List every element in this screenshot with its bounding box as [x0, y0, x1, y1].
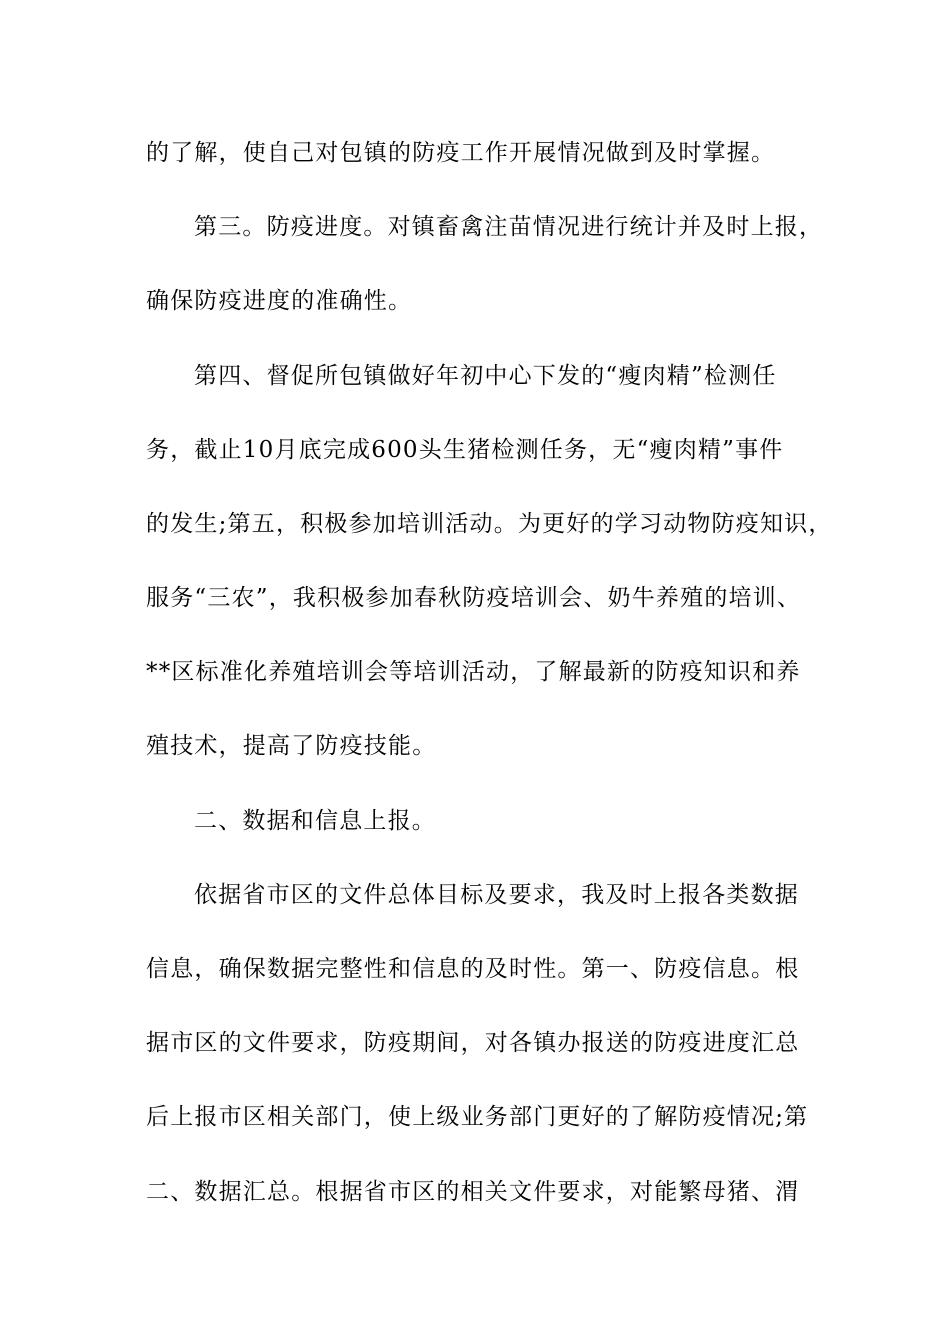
- text-line: 信息，确保数据完整性和信息的及时性。第一、防疫信息。根: [146, 956, 800, 982]
- text-line: 据市区的文件要求，防疫期间，对各镇办报送的防疫进度汇总: [146, 1030, 800, 1056]
- text-line: 第三。防疫进度。对镇畜禽注苗情况进行统计并及时上报，: [194, 214, 824, 240]
- text-line: 第四、督促所包镇做好年初中心下发的“瘦肉精”检测任: [194, 363, 777, 389]
- text-line: 确保防疫进度的准确性。: [146, 288, 413, 314]
- text-line: 后上报市区相关部门，使上级业务部门更好的了解防疫情况;第: [146, 1104, 809, 1130]
- text-line: 二、数据汇总。根据省市区的相关文件要求，对能繁母猪、渭: [146, 1179, 800, 1205]
- text-line: 服务“三农”，我积极参加春秋防疫培训会、奶牛养殖的培训、: [146, 585, 802, 611]
- text-line: 殖技术，提高了防疫技能。: [146, 733, 437, 759]
- text-line: 依据省市区的文件总体目标及要求，我及时上报各类数据: [194, 882, 799, 908]
- text-line: 的了解，使自己对包镇的防疫工作开展情况做到及时掌握。: [146, 140, 776, 166]
- text-line: 务，截止10月底完成600头生猪检测任务，无“瘦肉精”事件: [146, 437, 784, 463]
- section-heading: 二、数据和信息上报。: [194, 808, 436, 834]
- text-line: **区标准化养殖培训会等培训活动，了解最新的防疫知识和养: [146, 659, 801, 685]
- text-line: 的发生;第五，积极参加培训活动。为更好的学习动物防疫知识，: [146, 511, 833, 537]
